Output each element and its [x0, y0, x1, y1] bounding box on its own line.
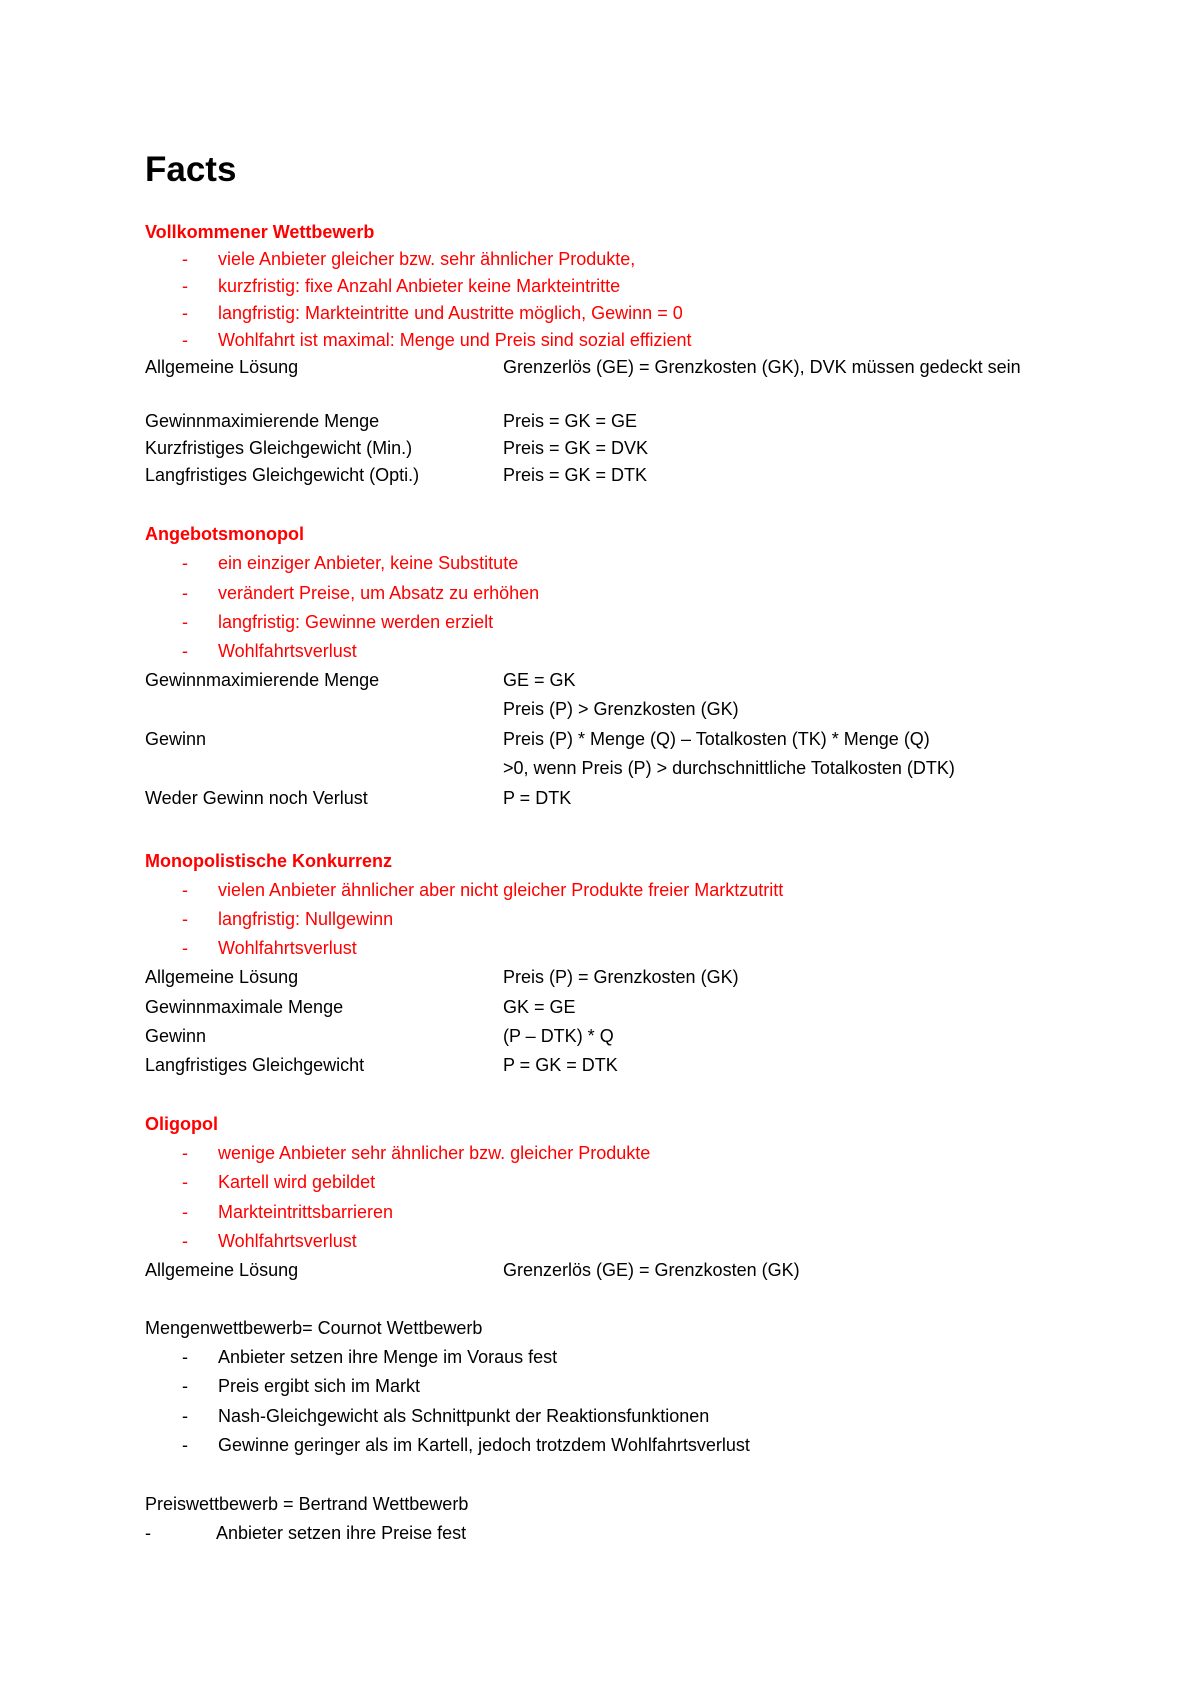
section-heading-monopolistische-konkurrenz: Monopolistische Konkurrenz: [145, 851, 393, 871]
document-page: Facts Vollkommener Wettbewerb - viele Anbieter gleicher bzw. sehr ähnlicher Produkte, - kurzfristig: fixe Anzahl Anbieter keine Markteintritte - langfristig: Markteintritte und Austritte möglich, Gewinn = 0 - Wohlfahrt ist maximal: Menge und Preis sind sozial effizient Allgemeine Lösung Grenzerlös (GE) = Grenzkosten (GK), DVK müssen gedeckt sein Gewinnmaximierende Menge Preis = GK = GE Kurzfristiges Gleichgewicht (Min.) Preis = GK = DVK Langfristiges Gleichgewicht (Opti.) Preis = GK = DTK Angebotsmonopol - ein einziger Anbieter, keine Substitute - verändert Preise, um Absatz zu erhöhen - langfristig: Gewinne werden erzielt - Wohlfahrtsverlust Gewinnmaximierende Menge GE = GK Preis (P) > Grenzkosten (GK) Gewinn Preis (P) * Menge (Q) – Totalkosten (TK) * Menge (Q) >0, wenn Preis (P) > durchschnittliche Totalkosten (DTK) Weder Gewinn noch Verlust P = DTK Monopolistische Konkurrenz - vielen Anbieter ähnlicher aber nicht gleicher Produkte freier Marktzutritt - langfristig: Nullgewinn - Wohlfahrtsverlust Allgemeine Lösung Preis (P) = Grenzkosten (GK) Gewinnmaximale Menge GK = GE Gewinn (P – DTK) * Q Langfristiges Gleichgewicht P = GK = DTK Oligopol - wenige Anbieter sehr ähnlicher bzw. gleicher Produkte - Kartell wird gebildet - Markteintrittsbarrieren - Wohlfahrtsverlust Allgemeine Lösung Grenzerlös (GE) = Grenzkosten (GK) Mengenwettbewerb= Cournot Wettbewerb - Anbieter setzen ihre Menge im Voraus fest - Preis ergibt sich im Markt - Nash-Gleichgewicht als Schnittpunkt der Reaktionsfunktionen - Gewinne geringer als im Kartell, jedoch trotzdem Wohlfahrtsverlust Preiswettbewerb = Bertrand Wettbewerb - Anbieter setzen ihre Preise fest: [145, 150, 1021, 1543]
section-heading-angebotsmonopol: Angebotsmonopol: [145, 524, 304, 544]
section-heading-mengenwettbewerb: Mengenwettbewerb= Cournot Wettbewerb: [145, 1318, 483, 1338]
section-heading-oligopol: Oligopol: [145, 1114, 218, 1134]
section-heading-preiswettbewerb: Preiswettbewerb = Bertrand Wettbewerb: [145, 1494, 469, 1514]
page-title: Facts: [145, 150, 237, 189]
section-heading-vollkommener-wettbewerb: Vollkommener Wettbewerb: [145, 222, 375, 242]
